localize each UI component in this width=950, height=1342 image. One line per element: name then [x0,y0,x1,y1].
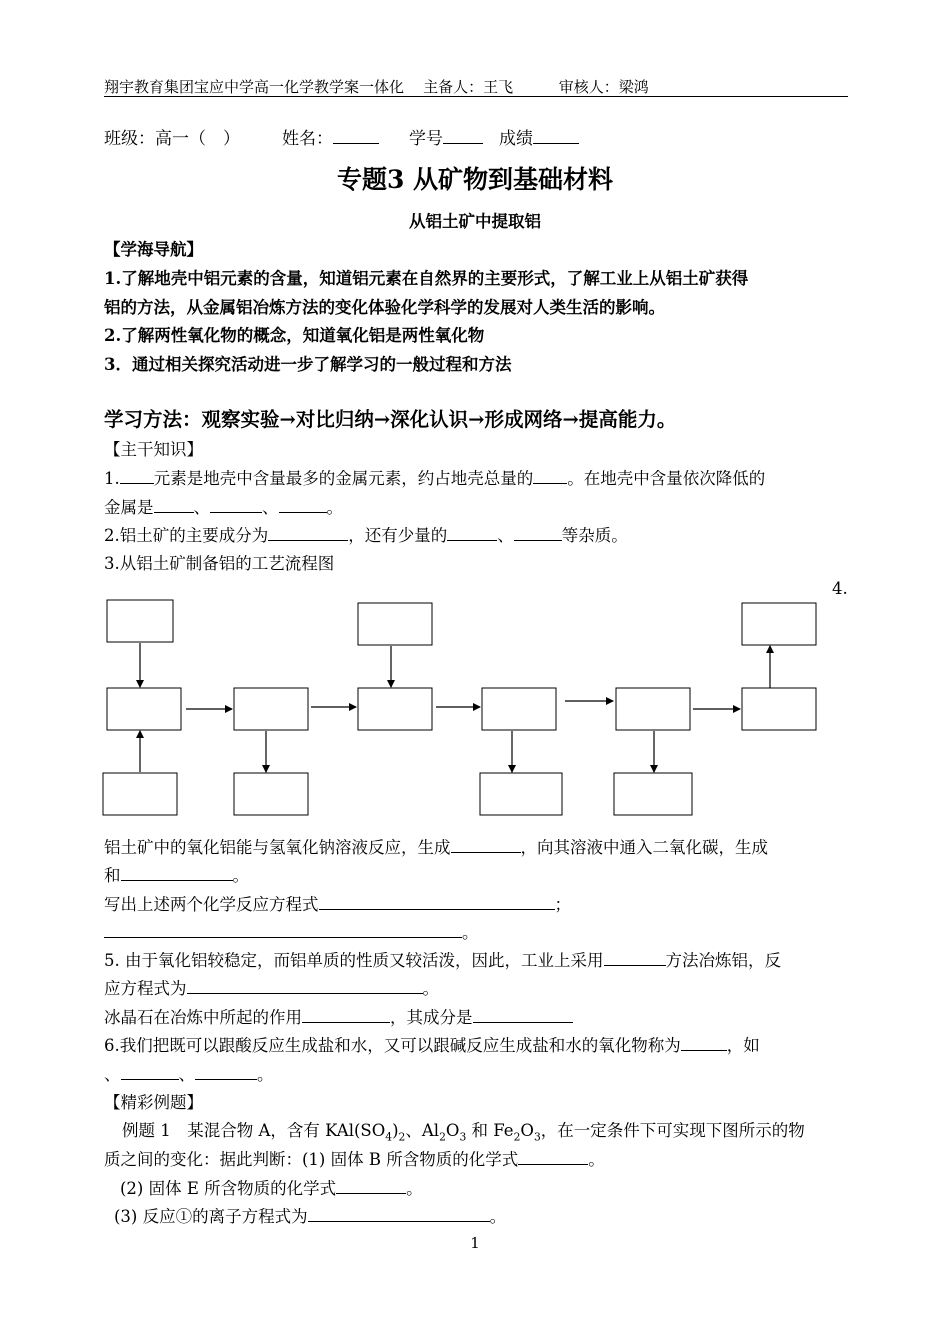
guide-heading: 【学海导航】 [104,240,203,259]
question-5-line-3: 冰晶石在冶炼中所起的作用 ，其成分是 [104,1004,573,1028]
flow-box-step-5[interactable] [616,688,690,730]
study-method: 学习方法：观察实验→对比归纳→深化认识→形成网络→提高能力。 [104,408,677,431]
flow-box-input-bottom[interactable] [103,773,177,815]
knowledge-heading: 【主干知识】 [104,440,203,459]
guide-item-3: 3．通过相关探究活动进一步了解学习的一般过程和方法 [104,355,512,374]
question-2: 2.铝土矿的主要成分为 ，还有少量的 、 等杂质。 [104,522,628,546]
flow-box-output-5[interactable] [614,773,692,815]
question-4-number: 4. [832,579,848,598]
flow-box-output-2[interactable] [234,773,308,815]
blank-q6-example-1[interactable] [121,1062,179,1080]
question-5-line-1: 5. 由于氧化铝较稳定，而铝单质的性质又较活泼，因此，工业上采用 方法冶炼铝，反 [104,947,781,971]
example-1-line-1: 例题 1 某混合物 A，含有 $KAl(SO_4)_2$、$Al_2O_3$ 和 $Fe_2O_3$，在一定条件下可实现下图所示的物 [122,1121,805,1144]
flow-box-step-3[interactable] [358,688,432,730]
blank-ex1-solid-b[interactable] [518,1147,588,1165]
flow-box-input-3[interactable] [358,603,432,645]
page-title: 专题3 从矿物到基础材料 [336,165,614,194]
flow-box-output-4[interactable] [480,773,562,815]
blank-q4-equation-2[interactable] [104,920,462,938]
example-1-line-2: 质之间的变化：据此判断：(1) 固体 B 所含物质的化学式 。 [104,1146,605,1170]
blank-q4-equation-1[interactable] [319,892,555,910]
score-label: 成绩 [499,129,533,149]
guide-item-1a: 1.了解地壳中铝元素的含量，知道铝元素在自然界的主要形式，了解工业上从铝土矿获得 [104,269,749,288]
blank-q6-term[interactable] [681,1033,727,1051]
flow-box-product[interactable] [742,603,816,645]
header-school: 翔宇教育集团宝应中学高一化学教学案一体化 [104,78,405,96]
examples-heading: 【精彩例题】 [104,1093,203,1112]
blank-ex1-solid-e[interactable] [336,1176,406,1194]
blank-q4-product-1[interactable] [451,835,521,853]
example-1-line-4: (3) 反应①的离子方程式为 。 [114,1203,506,1227]
question-5-line-2: 应方程式为 。 [104,975,439,999]
class-label: 班级：高一（ ） [104,129,240,149]
page-subtitle: 从铝土矿中提取铝 [409,212,541,231]
question-3: 3.从铝土矿制备铝的工艺流程图 [104,554,335,573]
header-reviewer: 审核人：梁鸿 [558,78,649,96]
blank-q5-role[interactable] [302,1005,390,1023]
question-4-line-4: 。 [104,919,479,943]
page-number: 1 [470,1234,480,1252]
flow-box-step-6[interactable] [742,688,816,730]
blank-ex1-ionic-equation[interactable] [308,1204,490,1222]
flow-box-step-1[interactable] [107,688,181,730]
blank-q6-example-2[interactable] [195,1062,257,1080]
blank-q5-equation[interactable] [187,976,423,994]
question-6-line-2: 、 、 。 [104,1061,274,1085]
flow-box-input-top[interactable] [107,600,173,642]
guide-item-1b: 铝的方法，从金属铝冶炼方法的变化体验化学科学的发展对人类生活的影响。 [104,298,665,317]
header-preparer: 主备人：王飞 [423,78,514,96]
blank-q4-product-2[interactable] [121,863,233,881]
flow-box-step-4[interactable] [482,688,556,730]
question-4-line-2: 和 。 [104,862,249,886]
question-6-line-1: 6.我们把既可以跟酸反应生成盐和水，又可以跟碱反应生成盐和水的氧化物称为 ，如 [104,1032,760,1056]
guide-item-2: 2.了解两性氧化物的概念，知道氧化铝是两性氧化物 [104,326,485,345]
number-label: 学号 [409,129,443,149]
blank-q5-method[interactable] [604,948,666,966]
question-4-line-3: 写出上述两个化学反应方程式 ； [104,891,571,915]
blank-q5-composition[interactable] [473,1005,573,1023]
question-1-line-2: 金属是 、 、 。 [104,494,343,518]
question-4-line-1: 铝土矿中的氧化铝能与氢氧化钠溶液反应，生成 ，向其溶液中通入二氧化碳，生成 [104,834,768,858]
question-1-line-1: 1. 元素是地壳中含量最多的金属元素，约占地壳总量的 。在地壳中含量依次降低的 [104,465,765,489]
flow-box-step-2[interactable] [234,688,308,730]
name-label: 姓名： [282,129,333,149]
example-1-line-3: (2) 固体 E 所含物质的化学式 。 [120,1175,423,1199]
